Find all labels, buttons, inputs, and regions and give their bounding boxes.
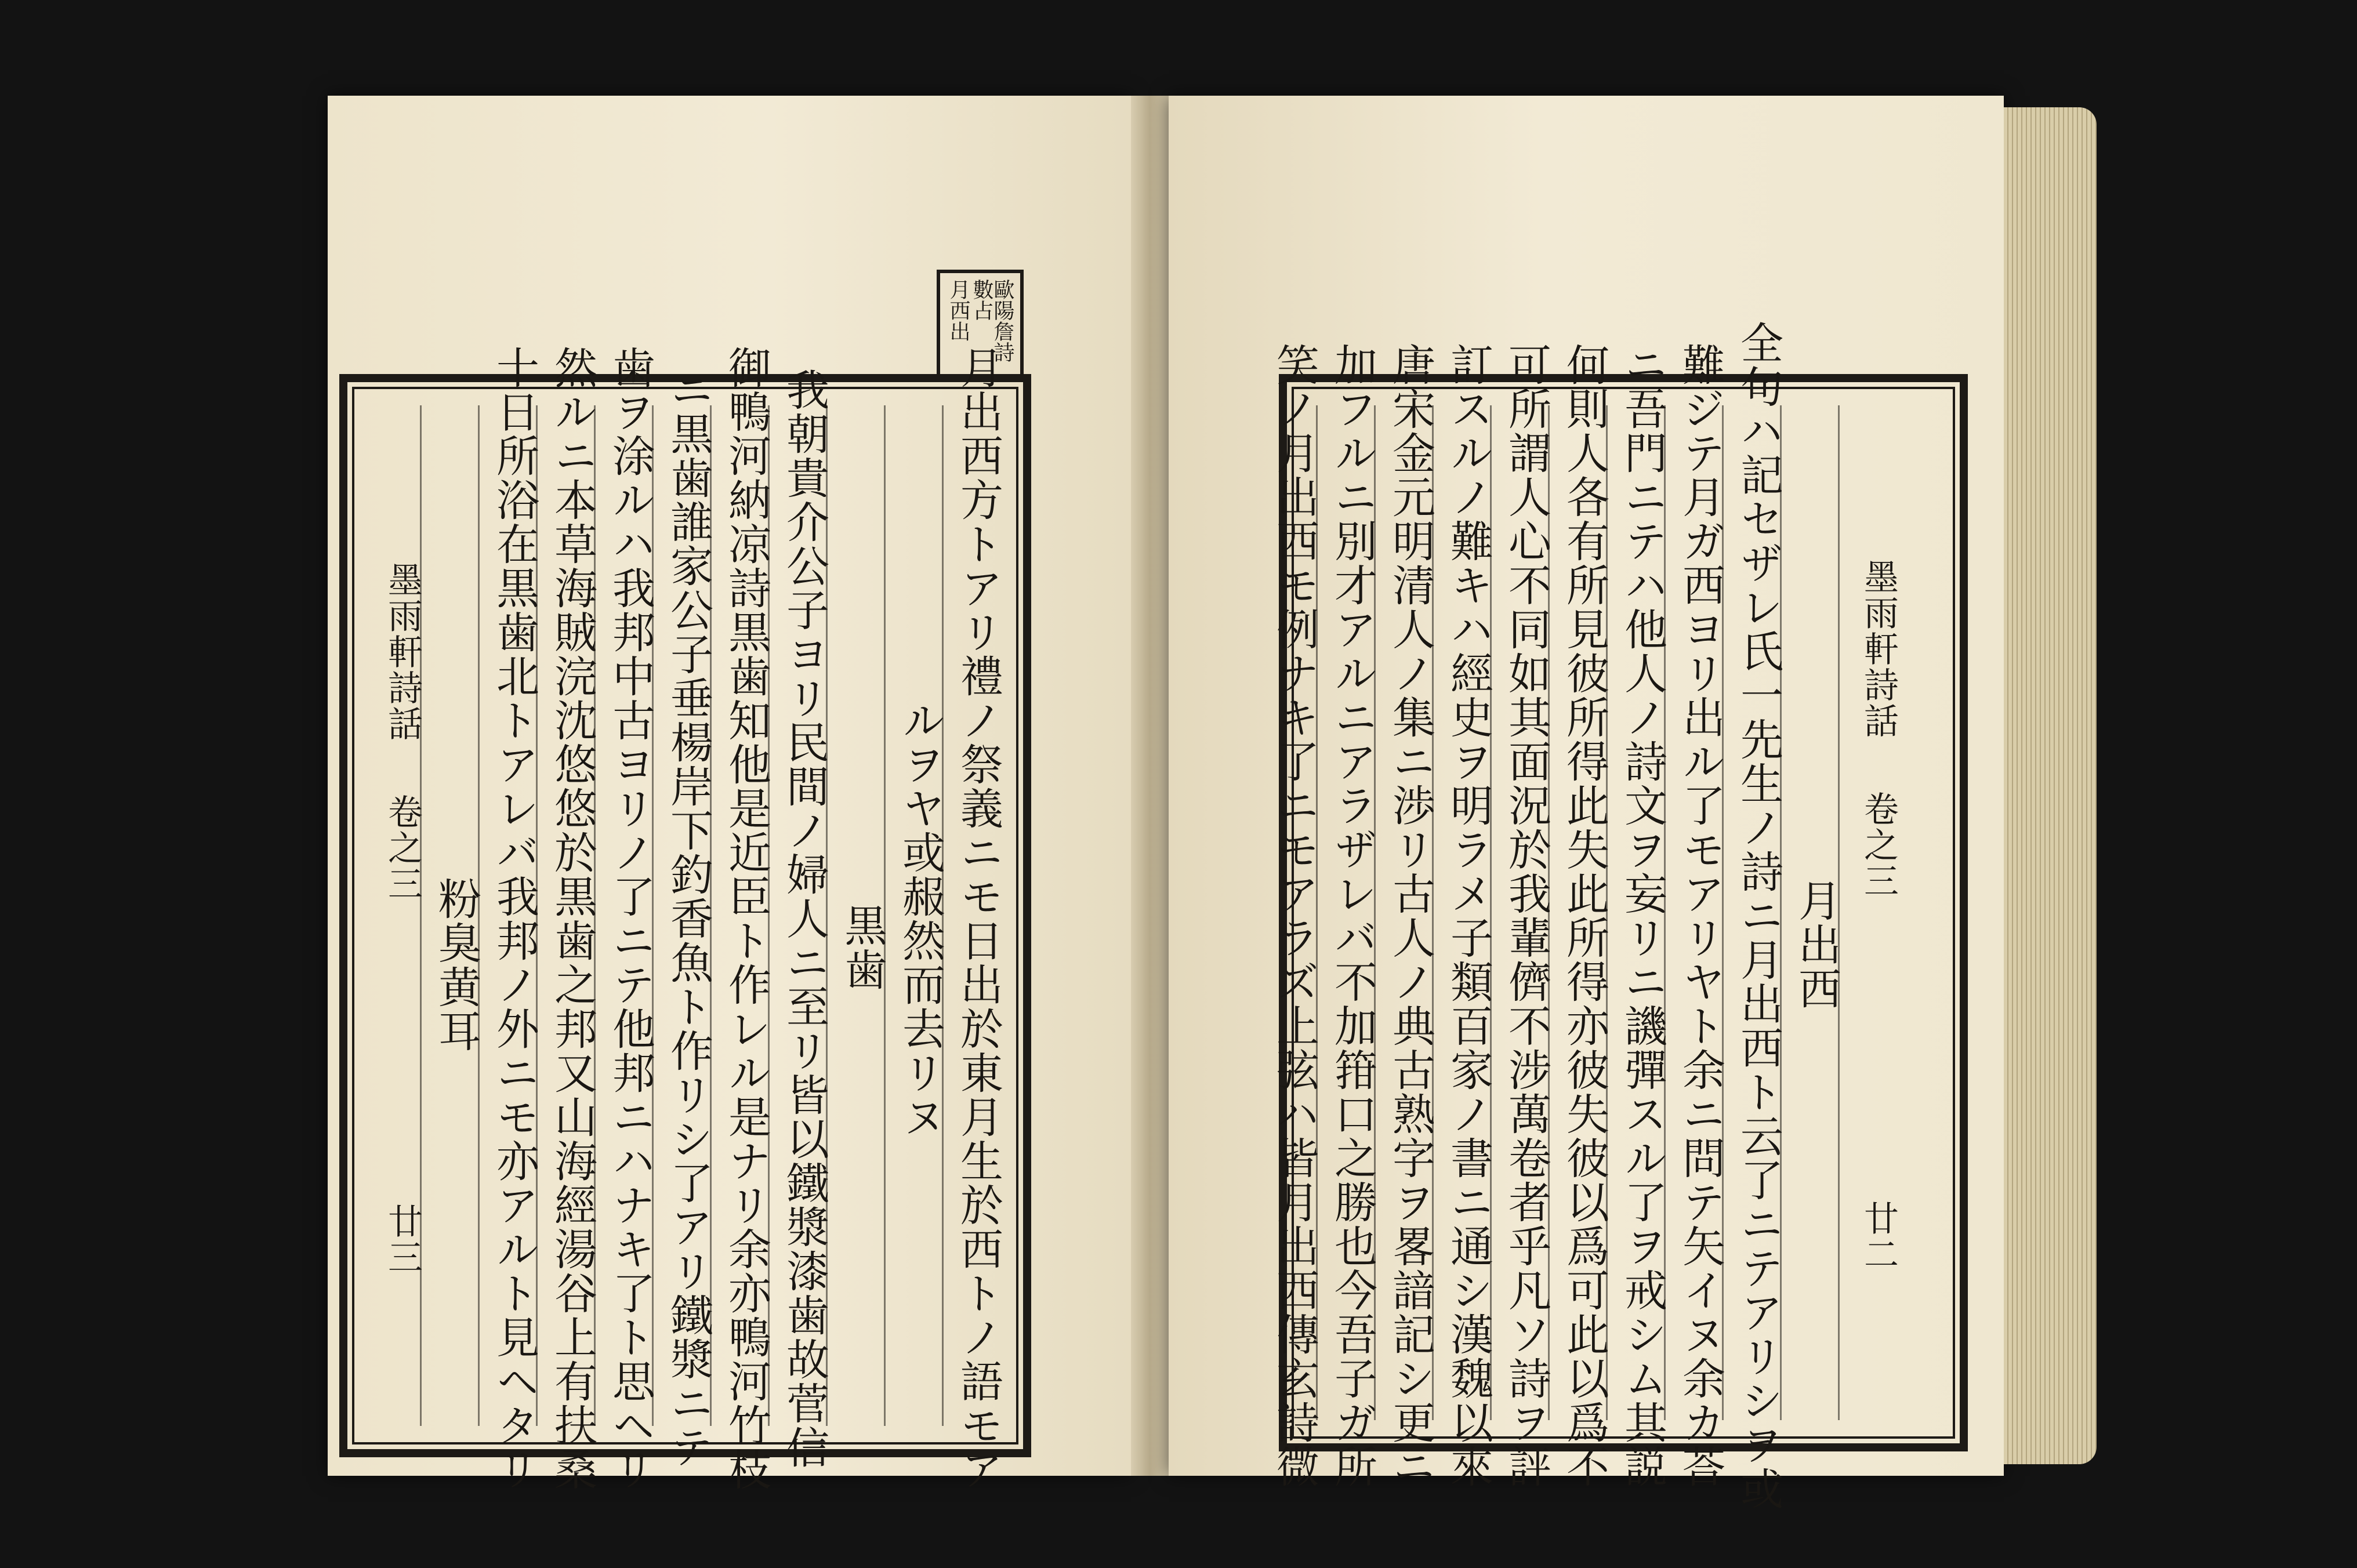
spine-title: 墨雨軒詩話 bbox=[382, 562, 423, 742]
page-number: 廿二 bbox=[1858, 1200, 1899, 1272]
spine-volume: 卷之三 bbox=[382, 794, 423, 902]
text-column: 御鴨河納凉詩黒歯知他是近臣ト作レル是ナリ余亦鴨河竹枝 bbox=[710, 405, 768, 1426]
text-column: 十日所浴在黒歯北トアレバ我邦ノ外ニモ亦アルト見ヘタリ bbox=[478, 405, 536, 1426]
text-column: 歯ヲ涂ルハ我邦中古ヨリノ了ニテ他邦ニハナキ了ト思ヘリ bbox=[594, 405, 652, 1426]
spine-column bbox=[1838, 405, 1899, 1420]
text-column: 月出西方トアリ禮ノ祭義ニモ日出於東月生於西トノ語モア bbox=[942, 405, 1000, 1426]
margin-note-line: 歐陽詹詩數占 bbox=[970, 279, 1014, 362]
right-page bbox=[1169, 96, 2004, 1511]
spine-column bbox=[362, 405, 423, 1426]
left-page bbox=[328, 96, 1131, 1491]
text-column: 全句ハ記セザレ氏一先生ノ詩ニ月出西ト云了ニテアリシヲ或 bbox=[1722, 405, 1780, 1420]
spine-title: 墨雨軒詩話 bbox=[1858, 559, 1899, 739]
text-column: ニ吾門ニテハ他人ノ詩文ヲ妄リニ譏彈スル了ヲ戒シム其説 bbox=[1606, 405, 1664, 1420]
text-column: 何則人各有所見彼所得此失此所得亦彼失彼以爲可此以爲不 bbox=[1548, 405, 1606, 1420]
text-column: 我朝貴介公子ヨリ民間ノ婦人ニ至リ皆以鐵漿漆歯故菅信 bbox=[768, 405, 826, 1426]
right-text-frame bbox=[1270, 321, 1968, 1511]
left-columns bbox=[371, 346, 1003, 1491]
section-heading: 粉臭黄耳 bbox=[420, 405, 478, 1426]
open-book bbox=[328, 96, 2108, 1511]
margin-note-line: 月西出 bbox=[947, 279, 970, 342]
page-edges bbox=[2004, 107, 2097, 1464]
section-heading: 黒歯 bbox=[826, 405, 884, 1426]
section-heading: 月出西 bbox=[1780, 405, 1838, 1420]
right-columns bbox=[1270, 321, 1899, 1511]
text-column: 可所謂人心不同如其面況於我輩儕不涉萬卷者乎凡ソ詩ヲ評 bbox=[1490, 405, 1548, 1420]
page-number: 廿三 bbox=[382, 1203, 423, 1275]
text-column: 訂スルノ難キハ經史ヲ明ラメ子類百家ノ書ニ通シ漢魏以來 bbox=[1432, 405, 1490, 1420]
text-column: ニ黒歯誰家公子垂楊岸下釣香魚ト作リシ了アリ鐵漿ニテ bbox=[652, 405, 710, 1426]
book-gutter bbox=[1131, 96, 1169, 1476]
left-text-frame bbox=[339, 346, 1031, 1491]
text-column: 笑ノ月出西モ例ナキ了ニモアラズ上弦ハ皆月出西傳玄詩微 bbox=[1270, 343, 1319, 1489]
text-column: 難ジテ月ガ西ヨリ出ル了モアリヤト余ニ問テ矢イヌ余カ荅 bbox=[1664, 405, 1722, 1420]
spine-volume: 卷之三 bbox=[1858, 791, 1899, 899]
text-column: 唐宋金元明清人ノ集ニ渉リ古人ノ典古熟字ヲ畧諳記シ更ニ bbox=[1374, 405, 1432, 1420]
text-column: 然ルニ本草海賊浣沈悠悠於黒歯之邦又山海經湯谷上有扶桑 bbox=[536, 405, 594, 1426]
text-column: 加フルニ別才アルニアラザレバ不加箝口之勝也今吾子ガ所 bbox=[1316, 405, 1374, 1420]
text-column: ルヲヤ或赧然而去リヌ bbox=[884, 405, 942, 1426]
